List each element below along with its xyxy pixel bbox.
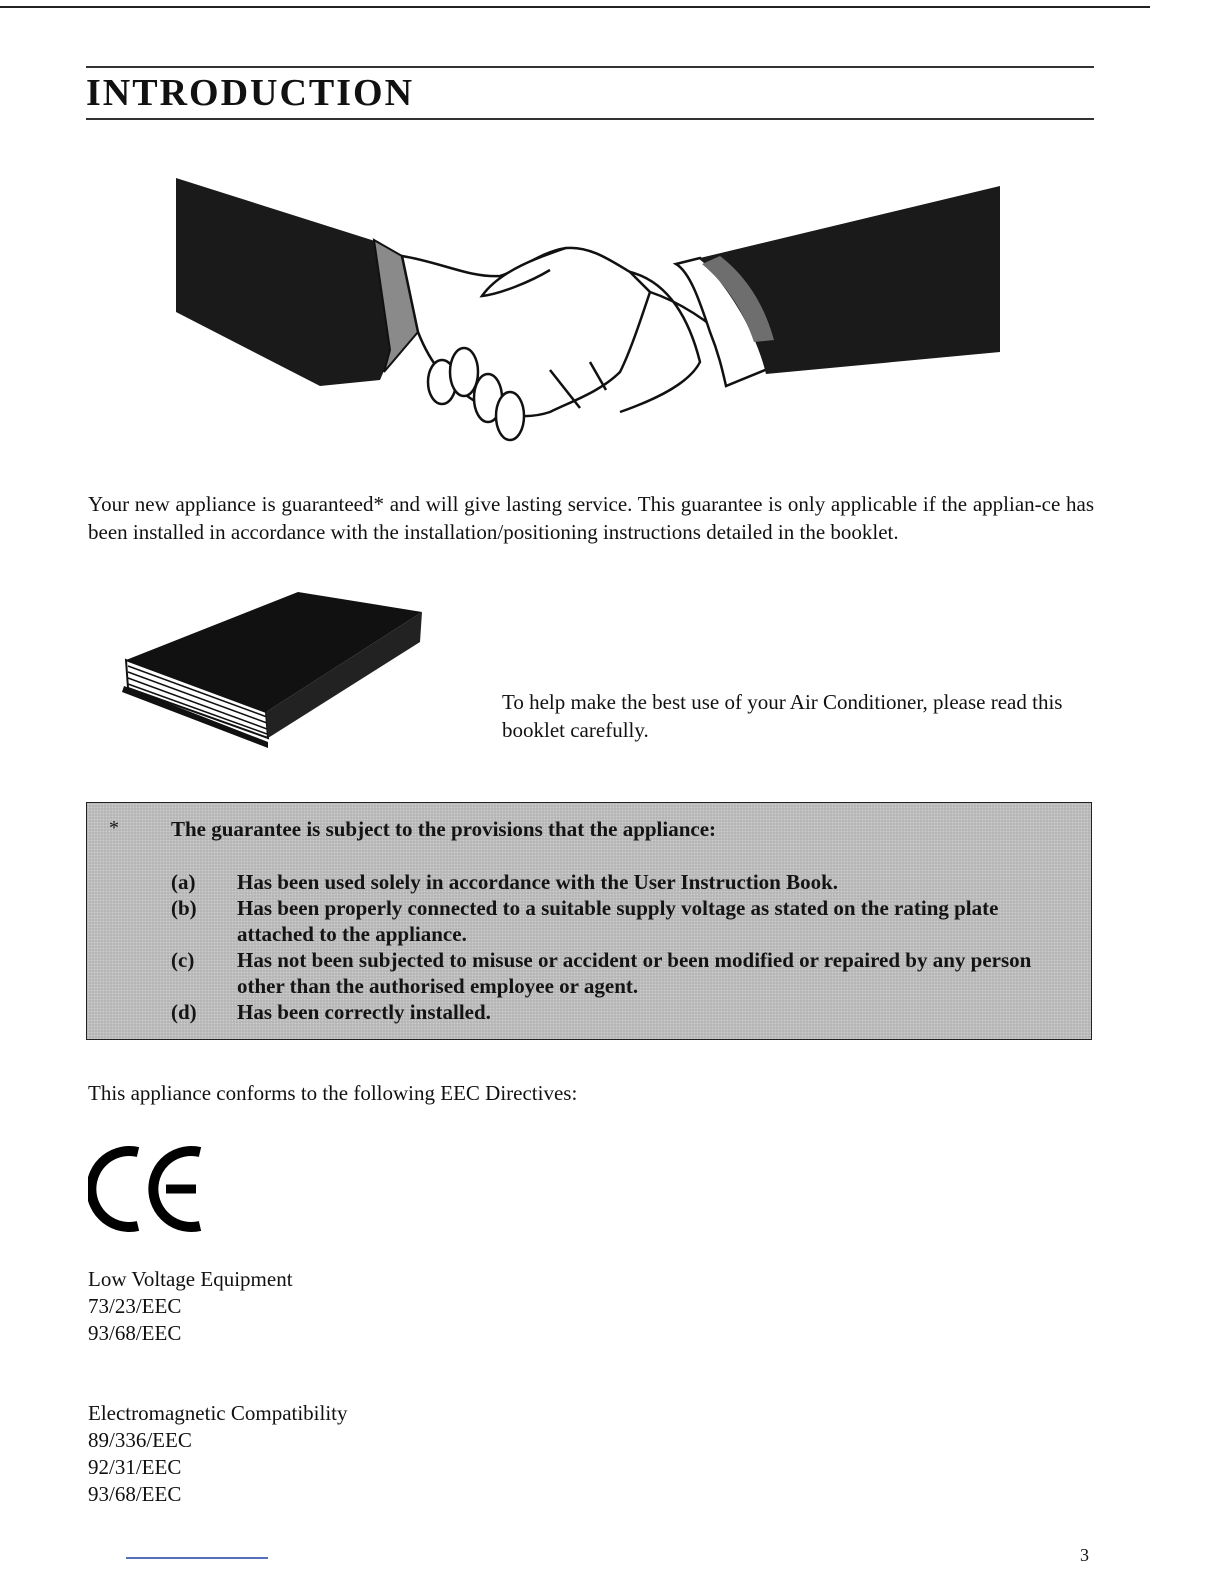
- condition-text: Has been properly connected to a suitable supply voltage as stated on the rating plate attached to the appliance.: [237, 896, 999, 946]
- condition-item: [171, 895, 1071, 947]
- directive-code: 92/31/EEC: [88, 1455, 182, 1479]
- provisions-intro: The guarantee is subject to the provisions that the appliance:: [171, 817, 717, 841]
- book-illustration: [116, 586, 428, 748]
- ce-mark-logo: [88, 1144, 208, 1234]
- condition-item: [171, 999, 1071, 1025]
- directive-code: 93/68/EEC: [88, 1321, 182, 1345]
- directive-code: 93/68/EEC: [88, 1482, 182, 1506]
- condition-item: [171, 869, 1071, 895]
- left-sleeve: [176, 178, 392, 386]
- condition-letter: (c): [171, 948, 195, 972]
- title-rule-upper: [86, 66, 1094, 68]
- handshake-illustration: [170, 172, 1006, 454]
- page-number: 3: [1080, 1545, 1089, 1565]
- bottom-scan-mark: [126, 1557, 268, 1559]
- condition-letter: (b): [171, 896, 197, 920]
- directive-code: 89/336/EEC: [88, 1428, 192, 1452]
- title-rule-lower: [86, 118, 1094, 120]
- directive-group-electromagnetic: [88, 1400, 348, 1508]
- top-page-rule: [0, 6, 1150, 8]
- condition-item: [171, 947, 1071, 999]
- directive-group-name: Electromagnetic Compatibility: [88, 1401, 348, 1425]
- condition-text: Has been used solely in accordance with the User Instruction Book.: [237, 870, 839, 894]
- condition-text: Has been correctly installed.: [237, 1000, 491, 1024]
- asterisk-marker: *: [109, 817, 119, 839]
- finger-4: [496, 392, 524, 440]
- page-title: INTRODUCTION: [86, 72, 415, 114]
- guarantee-intro-text: Your new appliance is guaranteed* and will give lasting service. This guarantee is only applicable if the applian-ce has been installed in accordance with the installation/positioning instructions detailed in the booklet.: [88, 492, 1094, 544]
- directive-group-name: Low Voltage Equipment: [88, 1267, 293, 1291]
- guarantee-provisions-box: [86, 802, 1092, 1040]
- conditions-list: [171, 869, 1071, 1025]
- eec-directives-intro: This appliance conforms to the following EEC Directives:: [88, 1081, 578, 1105]
- directive-code: 73/23/EEC: [88, 1294, 182, 1318]
- condition-letter: (d): [171, 1000, 197, 1024]
- directive-group-low-voltage: [88, 1266, 293, 1347]
- condition-letter: (a): [171, 870, 196, 894]
- booklet-note-text: To help make the best use of your Air Conditioner, please read this booklet carefully.: [502, 690, 1063, 742]
- condition-text: Has not been subjected to misuse or accident or been modified or repaired by any person other than the authorised employee or agent.: [237, 948, 1032, 998]
